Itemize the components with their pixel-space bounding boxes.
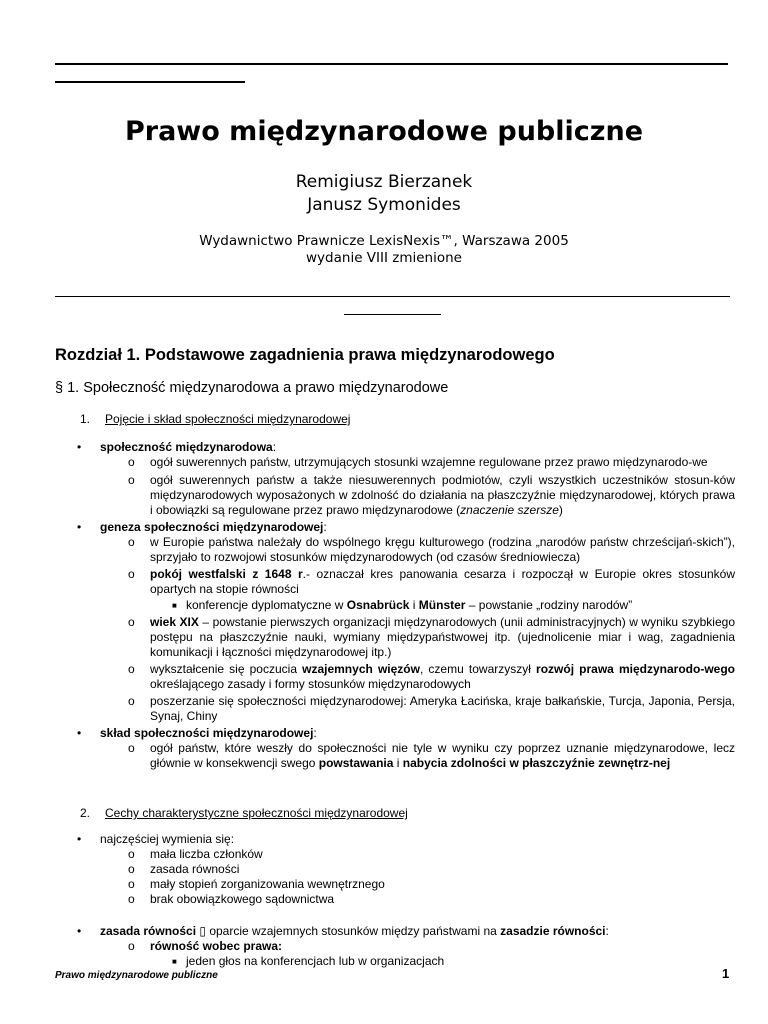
list-item: o ogół państw, które weszły do społeczności nie tyle w wyniku czy poprzez uznanie międzynarodowe, lecz głównie w konsekwencji swego powstawania i nabycia zdolności w płaszczyźnie zewnętrz-nej: [128, 741, 735, 770]
subsection-2-title: Cechy charakterystyczne społeczności międzynarodowej: [105, 806, 408, 820]
list-item: o ogół suwerennych państw a także niesuwerennych podmiotów, czyli wszystkich uczestników stosun-ków międzynarodowych wyposażonych w zdolność do działania na płaszczyźnie międzynarodowej, których prawa i obowiązki są regulowane przez prawo międzynarodowe (znaczenie szersze): [128, 473, 735, 517]
circle-bullet-icon: o: [128, 567, 135, 581]
list-item: o mały stopień zorganizowania wewnętrznego: [128, 877, 385, 891]
circle-bullet-icon: o: [128, 877, 135, 891]
square-bullet-icon: ■: [172, 957, 177, 966]
author-2: Janusz Symonides: [307, 195, 461, 215]
circle-bullet-icon: o: [128, 892, 135, 906]
list-item: o równość wobec prawa:: [128, 939, 283, 953]
edition-line: wydanie VIII zmienione: [306, 250, 462, 266]
circle-bullet-icon: o: [128, 455, 135, 469]
list-item: o mała liczba członków: [128, 847, 263, 861]
list-item: • skład społeczności międzynarodowej:: [77, 726, 317, 740]
circle-bullet-icon: o: [128, 535, 135, 549]
footer-title: Prawo międzynarodowe publiczne: [55, 970, 218, 981]
list-item: ■ jeden głos na konferencjach lub w organizacjach: [172, 954, 445, 968]
list-item: o poszerzanie się społeczności międzynarodowej: Ameryka Łacińska, kraje bałkańskie, Turcja, Japonia, Persja, Synaj, Chiny: [128, 694, 735, 723]
list-item: o ogół suwerennych państw, utrzymujących stosunki wzajemne regulowane przez prawo międzynarodo-we: [128, 455, 708, 469]
list-item: o wykształcenie się poczucia wzajemnych więzów, czemu towarzyszył rozwój prawa międzynarodo-wego określającego zasady i formy stosunków międzynarodowych: [128, 662, 735, 691]
circle-bullet-icon: o: [128, 615, 135, 629]
missing-glyph-icon: ▯: [199, 924, 206, 938]
list-item: • społeczność międzynarodowa:: [77, 440, 277, 454]
circle-bullet-icon: o: [128, 741, 135, 755]
subsection-1-title: Pojęcie i skład społeczności międzynarodowej: [105, 412, 351, 426]
circle-bullet-icon: o: [128, 862, 135, 876]
subsection-1-number: 1.: [80, 412, 91, 426]
list-item: • geneza społeczności międzynarodowej:: [77, 520, 327, 534]
mid-rule-short: [344, 314, 441, 315]
page-number: 1: [722, 966, 730, 981]
section-heading: § 1. Społeczność międzynarodowa a prawo międzynarodowe: [55, 380, 449, 396]
list-item: o wiek XIX – powstanie pierwszych organizacji międzynarodowych (unii administracyjnych) w wyniku szybkiego postępu na płaszczyźnie nauki, wymiany międzypaństwowej itp. (ujednolicenie miar i wag, zagadnienia komunikacji i łączności międzynarodowej itp.): [128, 615, 735, 659]
bullet-icon: •: [77, 520, 82, 534]
author-1: Remigiusz Bierzanek: [295, 172, 473, 192]
list-item: o zasada równości: [128, 862, 240, 876]
chapter-heading: Rozdział 1. Podstawowe zagadnienia prawa międzynarodowego: [55, 346, 555, 364]
square-bullet-icon: ■: [172, 601, 177, 610]
bullet-icon: •: [77, 440, 82, 454]
bullet-icon: •: [77, 832, 82, 846]
publisher-line: Wydawnictwo Prawnicze LexisNexis™, Warszawa 2005: [199, 233, 569, 249]
list-item: • zasada równości ▯ oparcie wzajemnych stosunków między państwami na zasadzie równości:: [77, 924, 609, 938]
bullet-icon: •: [77, 726, 82, 740]
subsection-2-content: [55, 832, 735, 969]
list-item: ■ konferencje dyplomatyczne w Osnabrück i Münster – powstanie „rodziny narodów”: [172, 598, 633, 612]
circle-bullet-icon: o: [128, 939, 135, 953]
circle-bullet-icon: o: [128, 847, 135, 861]
list-item: • najczęściej wymienia się:: [77, 832, 235, 846]
bullet-icon: •: [77, 924, 82, 938]
list-item: o w Europie państwa należały do wspólnego kręgu kulturowego (rodzina „narodów państw chrześcijań-skich”), sprzyjało to rozwojowi stosunków międzynarodowych (od czasów średniowiecza): [128, 535, 735, 564]
mid-rule-long: [55, 296, 730, 297]
circle-bullet-icon: o: [128, 662, 135, 676]
circle-bullet-icon: o: [128, 473, 135, 487]
top-rule-long: [55, 63, 728, 65]
top-rule-short: [55, 81, 245, 83]
subsection-1-content: [55, 440, 735, 771]
circle-bullet-icon: o: [128, 694, 135, 708]
list-item: o pokój westfalski z 1648 r.- oznaczał kres panowania cesarza i rozpoczął w Europie okres stosunków opartych na stopie równości: [128, 567, 735, 596]
list-item: o brak obowiązkowego sądownictwa: [128, 892, 335, 906]
document-title: Prawo międzynarodowe publiczne: [124, 116, 644, 147]
subsection-2-number: 2.: [80, 806, 91, 820]
